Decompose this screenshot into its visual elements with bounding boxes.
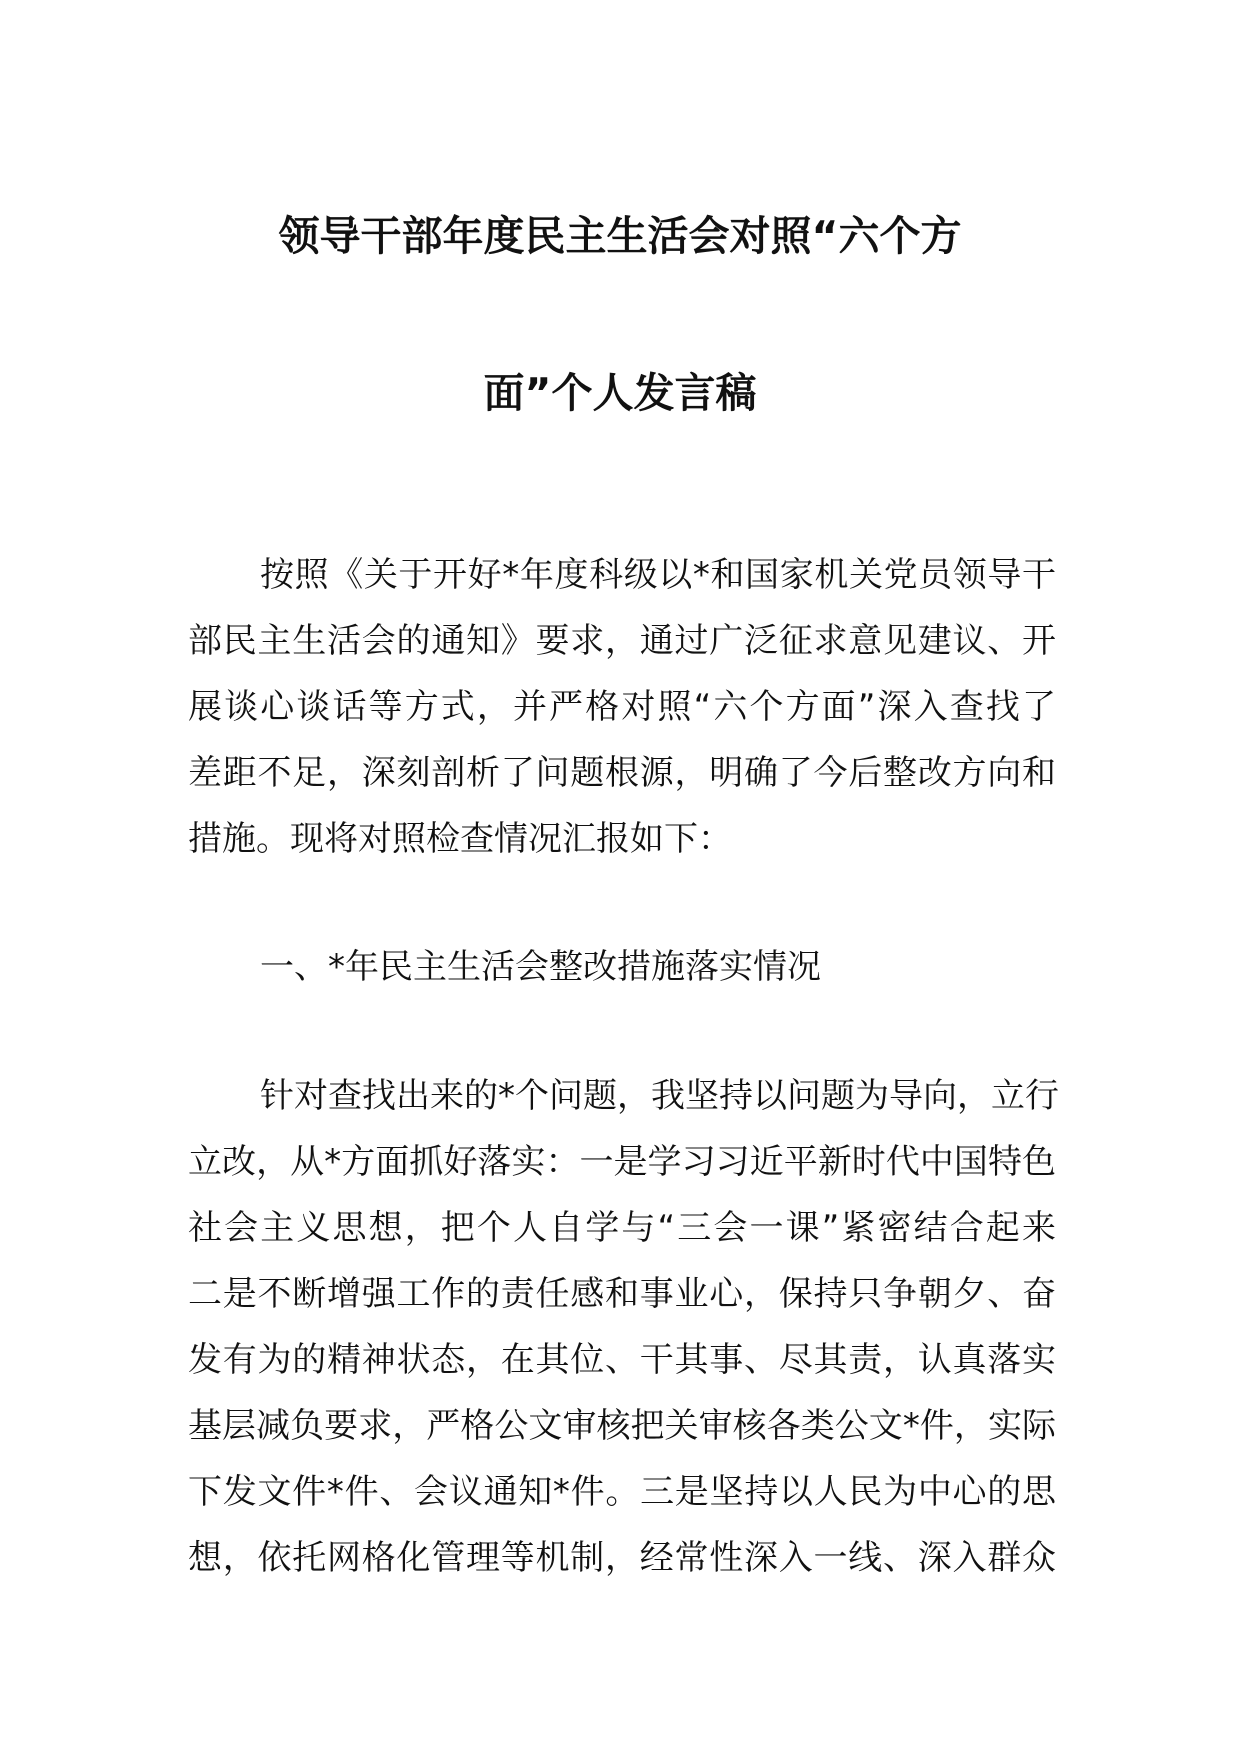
paragraph-line: 社会主义思想，把个人自学与“三会一课”紧密结合起来 [188,1208,1056,1248]
paragraph-line: 展谈心谈话等方式，并严格对照“六个方面”深入查找了 [188,687,1056,727]
document-title-line-2: 面”个人发言稿 [483,369,757,417]
paragraph-line: 立改，从*方面抓好落实：一是学习习近平新时代中国特色 [188,1142,1056,1182]
paragraph-line: 部民主生活会的通知》要求，通过广泛征求意见建议、开 [188,621,1056,661]
paragraph-line: 基层减负要求，严格公文审核把关审核各类公文*件，实际 [188,1406,1056,1446]
document-title-line-1: 领导干部年度民主生活会对照“六个方 [278,212,962,260]
paragraph-line: 二是不断增强工作的责任感和事业心，保持只争朝夕、奋 [188,1274,1056,1314]
paragraph-line: 下发文件*件、会议通知*件。三是坚持以人民为中心的思 [188,1472,1056,1512]
paragraph-line: 发有为的精神状态，在其位、干其事、尽其责，认真落实 [188,1340,1056,1380]
paragraph-line: 差距不足，深刻剖析了问题根源，明确了今后整改方向和 [188,753,1056,793]
paragraph-line: 措施。现将对照检查情况汇报如下： [188,819,732,859]
section-paragraph [188,1063,1059,1591]
section-heading [188,934,1056,1000]
intro-paragraph [188,542,1056,872]
section-heading-text: 一、*年民主生活会整改措施落实情况 [260,947,821,987]
paragraph-line: 按照《关于开好*年度科级以*和国家机关党员领导干 [260,555,1056,595]
paragraph-line: 针对查找出来的*个问题，我坚持以问题为导向，立行 [260,1076,1059,1116]
paragraph-line: 想，依托网格化管理等机制，经常性深入一线、深入群众 [188,1538,1056,1578]
